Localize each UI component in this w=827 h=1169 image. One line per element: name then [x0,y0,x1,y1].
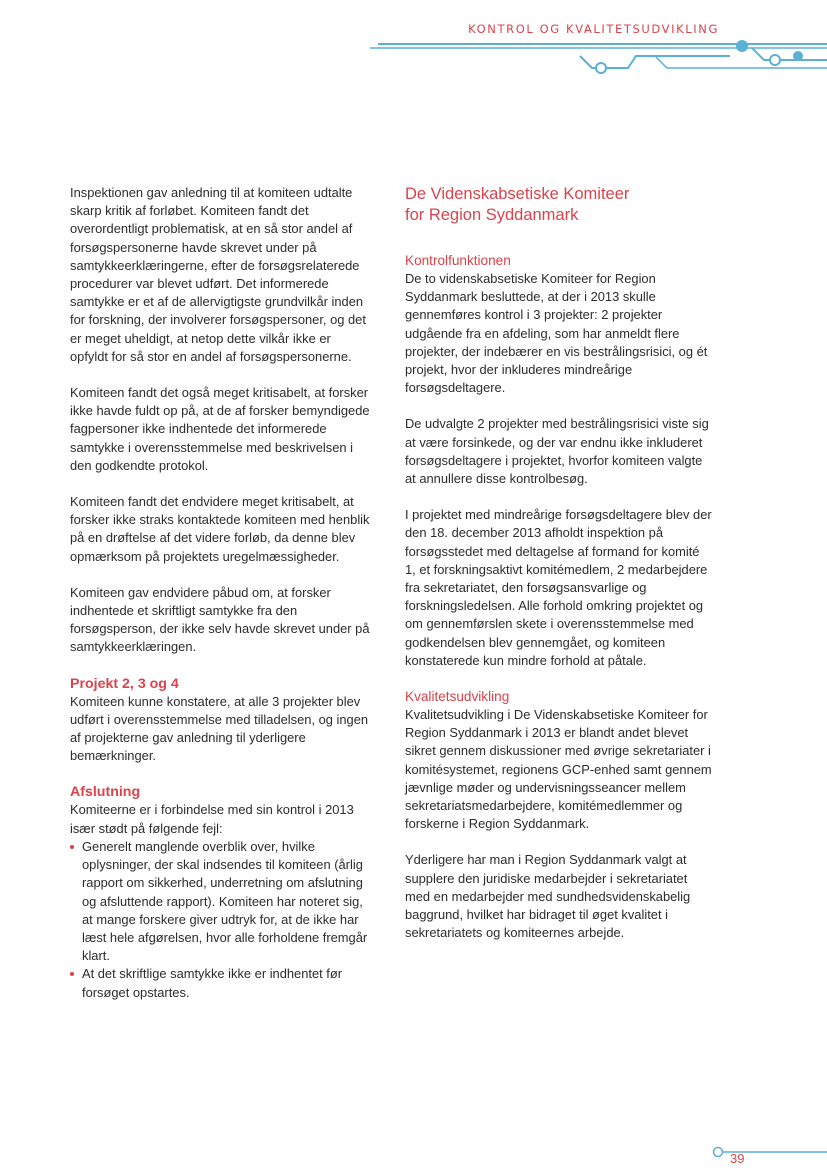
project-section-text: Komiteen kunne konstatere, at alle 3 projekter blev udført i overensstemmelse med tilladelsen, og ingen af projekterne gav anledning til yderligere bemærkninger. [70,693,369,764]
section-header-label: KONTROL OG KVALITETSUDVIKLING [468,22,719,36]
control-paragraph-2: De udvalgte 2 projekter med bestrålingsrisici viste sig at være forsinkede, og der var endnu ikke inkluderet forsøgsdeltagere i projektet, hvorfor komiteen valgte at annullere disse kontrolbesøg. [405,416,709,487]
right-column [405,184,713,943]
bullet-dot-icon [70,972,74,976]
error-list-item-text: At det skriftlige samtykke ikke er indhentet før forsøget opstartes. [82,966,343,1000]
quality-section-heading: Kvalitetsudvikling [405,689,510,705]
left-column [70,184,370,1002]
closing-section-intro: Komiteerne er i forbindelse med sin kontrol i 2013 især stødt på følgende fejl: [70,802,354,836]
error-list-item [70,965,370,1001]
page-number: 39 [730,1151,745,1166]
quality-paragraph-1: Kvalitetsudvikling i De Videnskabsetiske Komiteer for Region Syddanmark i 2013 er blandt andet blevet sikret gennem diskussioner med øvrige sekretariater i komitésystemet, regionens GCP-enhed samt gennem jævnlige møder og undervisningsseancer mellem sekretariatsmedarbejdere, komitémedlemmer og forskerne i Region Syddanmark. [405,707,712,832]
left-paragraph-3: Komiteen fandt det endvidere meget kritisabelt, at forsker ikke straks kontaktede komiteen med henblik på en drøftelse af det videre forløb, da denne blev opmærksom på projektets uregelmæssigheder. [70,494,370,564]
left-paragraph-2: Komiteen fandt det også meget kritisabelt, at forsker ikke havde fuldt op på, at de af forsker bemyndigede fagpersoner ikke indhentede det informerede samtykke i overensstemmelse med beskrivelsen i den godkendte protokol. [70,385,370,473]
bullet-dot-icon [70,845,74,849]
left-paragraph-1: Inspektionen gav anledning til at komiteen udtalte skarp kritik af forløbet. Komiteen fandt det overordentligt problematisk, at en så stor andel af forsøgspersonerne havde skrevet under på samtykkeerklæringerne, efter de forsøgsrelaterede procedurer var blevet udført. Det informerede samtykke er et af de allervigtigste grundvilkår inden for forskning, der involverer forsøgspersoner, og det er meget uheldigt, at netop dette vilkår ikke er opfyldt for så stor en andel af forsøgspersonerne. [70,185,366,364]
project-section-heading: Projekt 2, 3 og 4 [70,675,179,692]
right-column-title [405,184,713,226]
circuit-decoration-top [370,34,827,84]
closing-section-heading: Afslutning [70,784,141,801]
control-paragraph-3: I projektet med mindreårige forsøgsdeltagere blev der den 18. december 2013 afholdt inspektion på forsøgsstedet med deltagelse af formand for komité 1, et forskningsaktivt komitémedlem, 2 medarbejdere fra sekretariatet, den forsøgsansvarlige og forskningsledelsen. Alle forhold omkring projektet og om gennemførslen skete i overensstemmelse med godkendelsen blev gennemgået, og komiteen konstaterede kun mindre forhold at påtale. [405,507,712,668]
error-list-item [70,838,370,965]
error-list [70,838,370,1002]
right-title-line-2: for Region Syddanmark [405,206,579,224]
right-title-line-1: De Videnskabsetiske Komiteer [405,185,630,203]
control-section-heading: Kontrolfunktionen [405,253,511,268]
quality-paragraph-2: Yderligere har man i Region Syddanmark valgt at supplere den juridiske medarbejder i sekretariatet med en medarbejder med sundhedsvidenskabelig baggrund, hvilket har bidraget til øget kvalitet i sekretariatets og komiteernes arbejde. [405,852,691,941]
circuit-decoration-bottom [710,1145,827,1159]
control-paragraph-1: De to videnskabsetiske Komiteer for Region Syddanmark besluttede, at der i 2013 skulle gennemføres kontrol i 3 projekter: 2 projekter udgående fra en afdeling, som har anmeldt flere projekter, der indebærer en vis bestrålingsrisici, og ét projekt, hvor der inkluderes mindreårige forsøgsdeltagere. [405,271,708,396]
left-paragraph-4: Komiteen gav endvidere påbud om, at forsker indhentede et skriftligt samtykke fra den forsøgsperson, der ikke selv havde skrevet under på samtykkeerklæringen. [70,584,370,655]
error-list-item-text: Generelt manglende overblik over, hvilke oplysninger, der skal indsendes til komiteen (årlig rapport om sikkerhed, underretning om afslutning og afsluttende rapport). Komiteen har noteret sig, at mange forskere giver udtryk for, at de ikke har læst hele afgørelsen, hvor alle forholdene fremgår klart. [82,838,368,964]
